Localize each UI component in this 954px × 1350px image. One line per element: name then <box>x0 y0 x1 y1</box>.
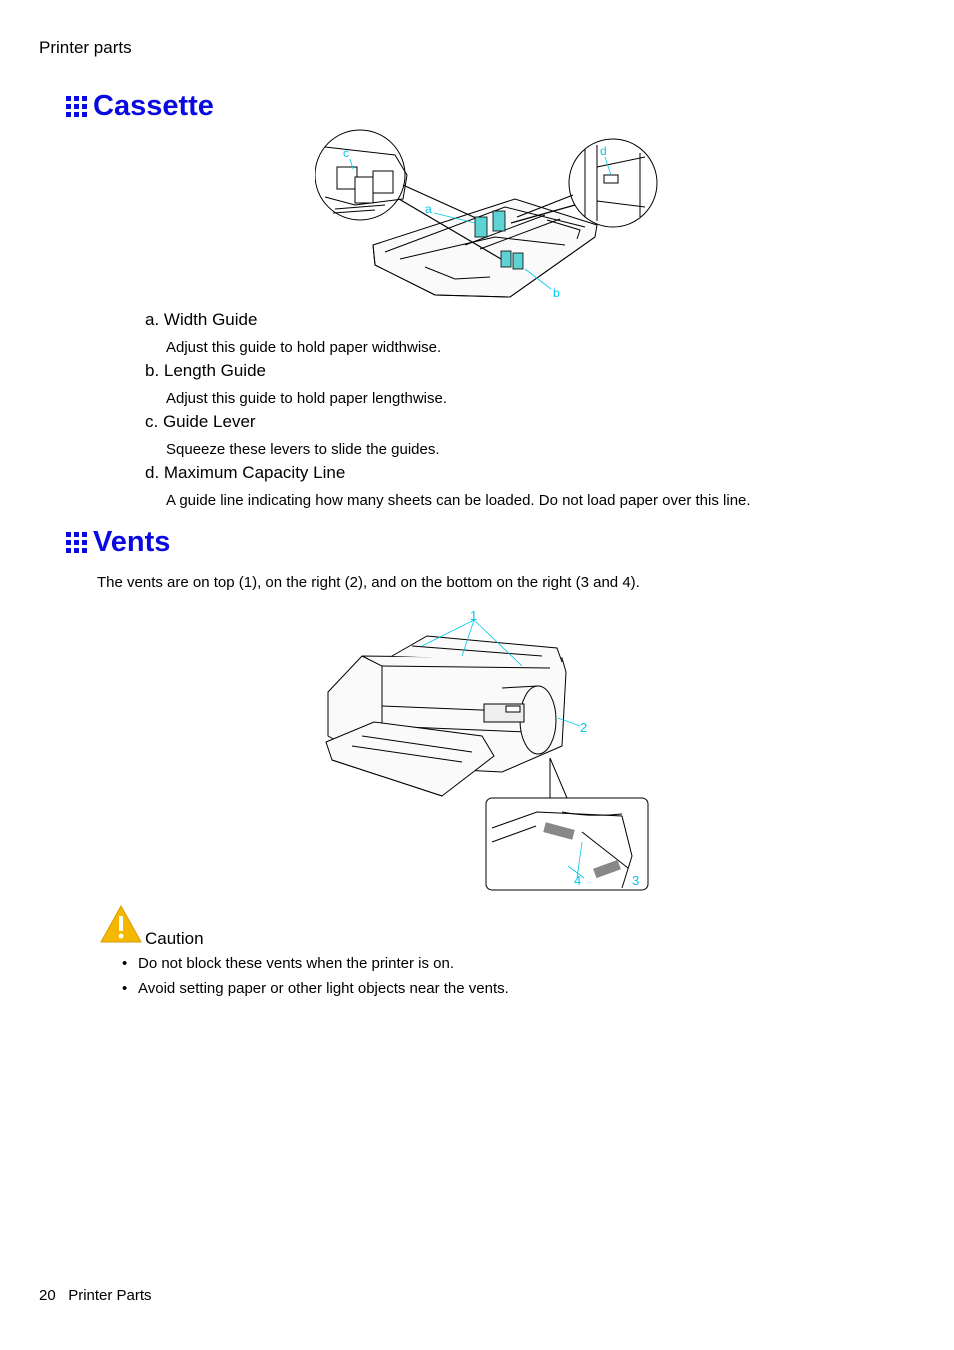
cassette-heading <box>66 90 214 123</box>
footer-section: Printer Parts <box>68 1287 152 1304</box>
def-desc-length-guide: Adjust this guide to hold paper lengthwise. <box>166 390 448 407</box>
callout-1: 1 <box>470 608 478 623</box>
vents-heading-text: Vents <box>93 526 171 558</box>
bullet-dot-icon: • <box>122 980 128 997</box>
vents-figure <box>322 606 652 894</box>
callout-3: 3 <box>632 873 640 888</box>
callout-a: a <box>425 202 432 216</box>
vents-heading <box>66 526 170 559</box>
callout-d: d <box>600 144 607 158</box>
def-term-max-capacity-line: d. Maximum Capacity Line <box>145 463 346 482</box>
def-term-guide-lever: c. Guide Lever <box>145 412 256 431</box>
caution-bullet-text: Do not block these vents when the printer is on. <box>138 955 455 972</box>
caution-bullet <box>122 980 509 997</box>
page-header: Printer parts <box>39 38 132 57</box>
cassette-heading-text: Cassette <box>93 90 214 122</box>
def-desc-max-capacity-line: A guide line indicating how many sheets can be loaded. Do not load paper over this line. <box>166 492 751 509</box>
bullet-dot-icon: • <box>122 955 128 972</box>
caution-label: Caution <box>145 929 204 948</box>
page-number: 20 <box>39 1287 56 1304</box>
vents-intro: The vents are on top (1), on the right (2), and on the bottom on the right (3 and 4). <box>97 574 640 591</box>
def-term-width-guide: a. Width Guide <box>145 310 258 329</box>
callout-2: 2 <box>580 720 588 735</box>
callout-c: c <box>343 146 349 160</box>
caution-bullet <box>122 955 455 972</box>
caution-bullet-text: Avoid setting paper or other light objects near the vents. <box>138 980 509 997</box>
grid-bullet-icon <box>66 96 88 118</box>
callout-b: b <box>553 286 560 300</box>
def-term-length-guide: b. Length Guide <box>145 361 266 380</box>
page-footer <box>39 1287 152 1304</box>
grid-bullet-icon <box>66 532 88 554</box>
caution-warning-icon <box>99 904 143 944</box>
def-desc-width-guide: Adjust this guide to hold paper widthwise. <box>166 339 442 356</box>
cassette-figure <box>315 127 660 305</box>
callout-4: 4 <box>574 873 582 888</box>
def-desc-guide-lever: Squeeze these levers to slide the guides. <box>166 441 440 458</box>
